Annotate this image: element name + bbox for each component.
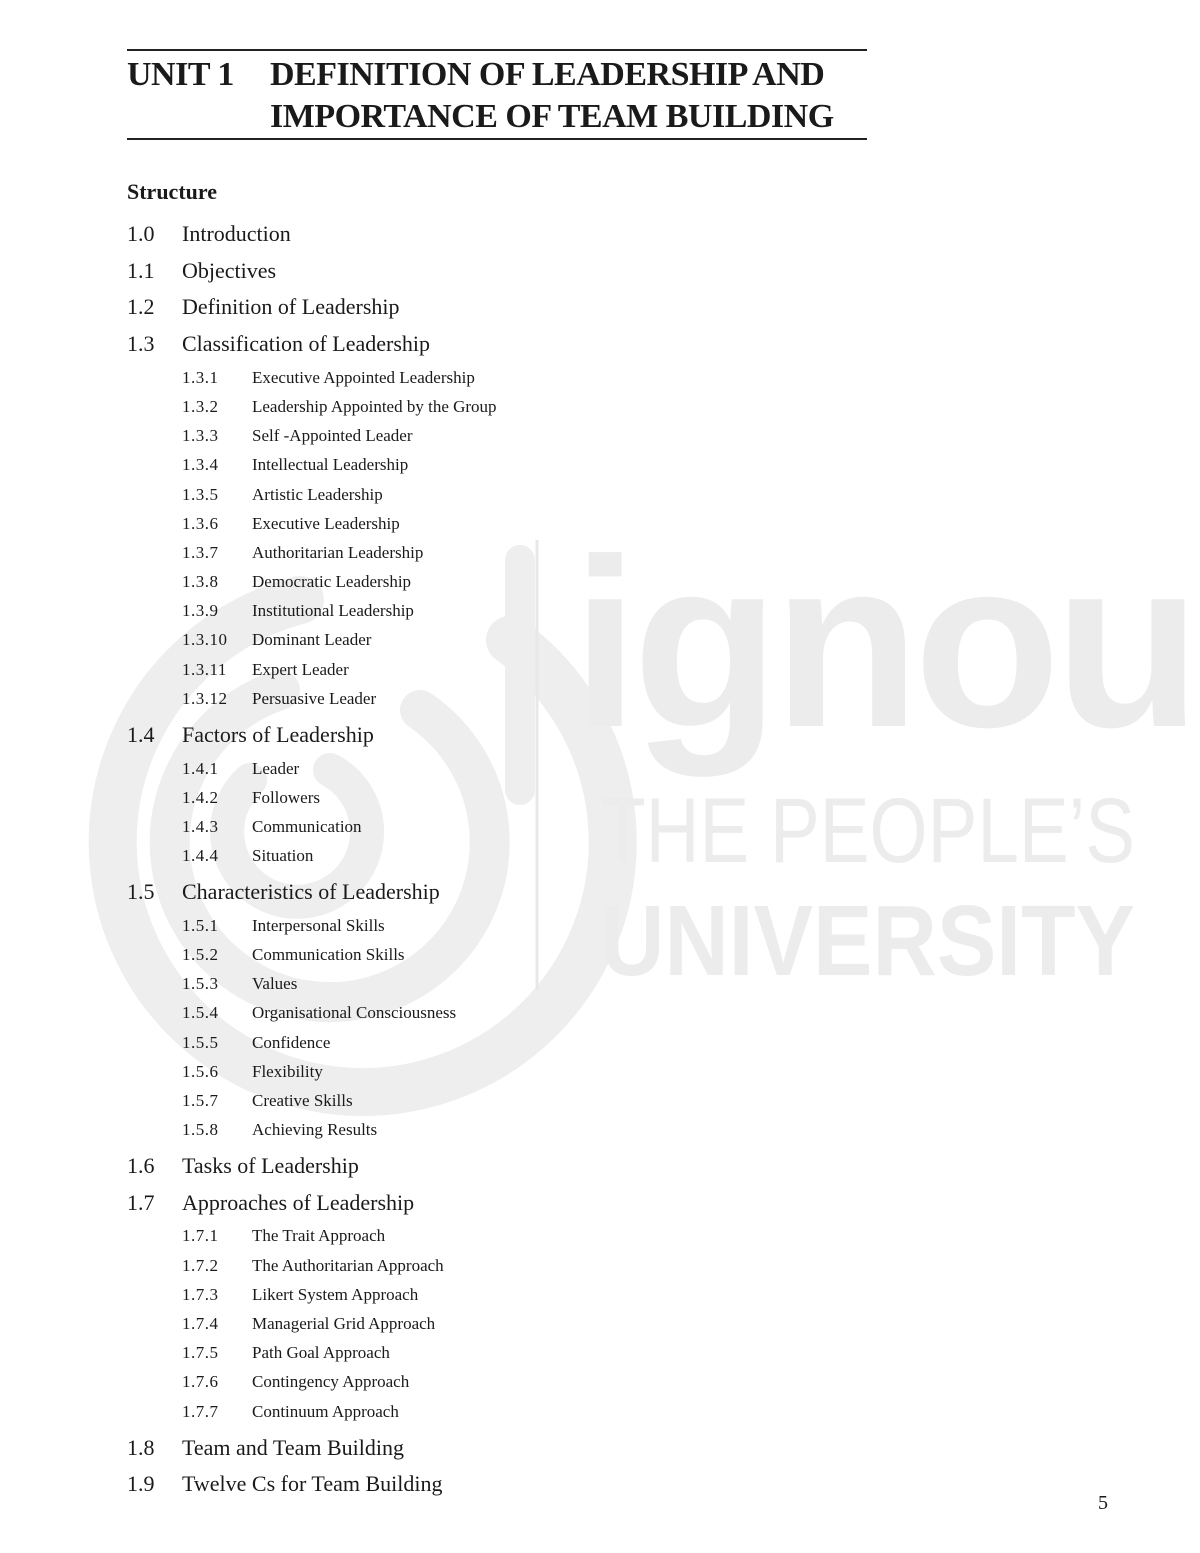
toc-subsection-number: 1.7.2 <box>182 1255 219 1275</box>
toc-subsection-number: 1.7.7 <box>182 1401 219 1421</box>
toc-subsection-number: 1.5.2 <box>182 944 219 964</box>
toc-section <box>127 1189 927 1226</box>
toc-subsection-title: Situation <box>252 846 314 866</box>
structure-heading: Structure <box>127 179 218 204</box>
toc-section-number: 1.0 <box>127 221 155 246</box>
toc-subsection-number: 1.3.12 <box>182 688 228 708</box>
toc-section-title: Twelve Cs for Team Building <box>182 1471 443 1497</box>
toc-subsection-title: Executive Appointed Leadership <box>252 367 475 387</box>
toc-section <box>127 293 927 330</box>
toc-subsection-number: 1.4.4 <box>182 846 219 866</box>
toc-subsection-title: Institutional Leadership <box>252 601 414 621</box>
toc-subsection <box>127 367 927 396</box>
toc-subsection <box>127 659 927 688</box>
toc-subsection-number: 1.5.6 <box>182 1061 219 1081</box>
toc-subsection <box>127 915 927 944</box>
watermark-line1: THE PEOPLE’S <box>600 780 1135 882</box>
toc-subsection-number: 1.3.9 <box>182 601 219 621</box>
toc-section-number: 1.5 <box>127 879 155 905</box>
toc-subsection <box>127 1313 927 1342</box>
toc-section-title: Objectives <box>182 257 277 283</box>
toc-subsection-number: 1.3.10 <box>182 630 228 650</box>
toc-subsection-number: 1.3.11 <box>182 659 227 679</box>
toc-subsection <box>127 1401 927 1434</box>
toc-subsection-number: 1.3.2 <box>182 396 219 416</box>
toc-subsection-title: Executive Leadership <box>252 513 400 533</box>
toc-subsection-title: Intellectual Leadership <box>252 455 409 475</box>
toc-subsection <box>127 425 927 454</box>
toc-subsection <box>127 1255 927 1284</box>
toc-subsection-title: Continuum Approach <box>252 1401 399 1421</box>
toc-subsection <box>127 1032 927 1061</box>
toc-subsection <box>127 454 927 483</box>
toc-subsection <box>127 513 927 542</box>
toc-subsection-title: Creative Skills <box>252 1090 353 1110</box>
toc-subsection-number: 1.3.1 <box>182 367 219 387</box>
toc-subsection-number: 1.5.7 <box>182 1090 219 1110</box>
toc-subsection-number: 1.7.5 <box>182 1343 219 1363</box>
toc-subsection-title: Persuasive Leader <box>252 688 377 708</box>
toc-subsection-title: Contingency Approach <box>252 1372 410 1392</box>
toc-section <box>127 1434 927 1471</box>
table-of-contents <box>127 220 927 1507</box>
toc-subsection <box>127 600 927 629</box>
toc-subsection-number: 1.4.3 <box>182 816 219 836</box>
toc-subsection-title: The Authoritarian Approach <box>252 1255 444 1275</box>
toc-subsection <box>127 845 927 878</box>
toc-section <box>127 878 927 915</box>
toc-subsection-number: 1.5.8 <box>182 1120 219 1140</box>
toc-subsection <box>127 1284 927 1313</box>
toc-subsection-title: Self -Appointed Leader <box>252 426 413 446</box>
toc-subsection-title: Communication Skills <box>252 944 405 964</box>
toc-subsection-title: Flexibility <box>252 1061 323 1081</box>
toc-subsection-title: Leader <box>252 758 300 778</box>
toc-subsection-number: 1.3.3 <box>182 426 219 446</box>
watermark-line2: UNIVERSITY <box>600 885 1135 997</box>
toc-subsection-title: Democratic Leadership <box>252 572 412 592</box>
unit-title-line1: DEFINITION OF LEADERSHIP AND <box>270 56 825 93</box>
toc-subsection <box>127 758 927 787</box>
toc-subsection-number: 1.7.1 <box>182 1226 219 1246</box>
toc-section-number: 1.1 <box>127 257 155 283</box>
title-top-rule <box>127 49 867 51</box>
unit-label: UNIT 1 <box>127 56 234 93</box>
toc-subsection-number: 1.5.4 <box>182 1003 219 1023</box>
toc-section-number: 1.9 <box>127 1471 155 1497</box>
toc-subsection-title: Achieving Results <box>252 1120 378 1140</box>
toc-subsection-number: 1.7.6 <box>182 1372 219 1392</box>
toc-subsection-title: Authoritarian Leadership <box>252 542 424 562</box>
toc-subsection-title: Values <box>252 974 298 994</box>
toc-subsection <box>127 1002 927 1031</box>
toc-subsection <box>127 787 927 816</box>
toc-subsection-number: 1.7.4 <box>182 1314 219 1333</box>
toc-subsection <box>127 571 927 600</box>
toc-subsection-title: Communication <box>252 816 362 836</box>
toc-subsection <box>127 1061 927 1090</box>
toc-subsection-number: 1.7.3 <box>182 1284 219 1304</box>
toc-section-number: 1.3 <box>127 331 155 357</box>
toc-subsection-number: 1.4.2 <box>182 787 219 807</box>
toc-section-number: 1.4 <box>127 721 155 747</box>
toc-subsection-number: 1.3.6 <box>182 513 219 533</box>
toc-section-title: Tasks of Leadership <box>182 1153 359 1179</box>
toc-subsection-title: Interpersonal Skills <box>252 915 385 935</box>
toc-subsection-title: Path Goal Approach <box>252 1343 390 1363</box>
toc-section-title: Approaches of Leadership <box>182 1189 415 1215</box>
toc-subsection <box>127 973 927 1002</box>
toc-subsection-title: Likert System Approach <box>252 1284 419 1304</box>
toc-subsection-title: Leadership Appointed by the Group <box>252 396 497 416</box>
toc-subsection-title: Artistic Leadership <box>252 484 383 504</box>
toc-subsection-number: 1.4.1 <box>182 758 219 778</box>
toc-subsection-number: 1.3.8 <box>182 572 219 592</box>
toc-section <box>127 257 927 294</box>
toc-subsection <box>127 542 927 571</box>
toc-section <box>127 721 927 758</box>
toc-subsection <box>127 629 927 658</box>
toc-section <box>127 220 927 257</box>
toc-section <box>127 1152 927 1189</box>
toc-subsection <box>127 1371 927 1400</box>
toc-section-title: Factors of Leadership <box>182 721 374 747</box>
toc-subsection-title: Managerial Grid Approach <box>252 1314 436 1333</box>
toc-subsection <box>127 484 927 513</box>
toc-subsection-number: 1.5.5 <box>182 1032 219 1052</box>
toc-subsection <box>127 944 927 973</box>
toc-section-number: 1.7 <box>127 1189 155 1215</box>
toc-section-title: Characteristics of Leadership <box>182 879 440 905</box>
toc-subsection-title: Expert Leader <box>252 659 349 679</box>
toc-subsection-number: 1.3.7 <box>182 542 219 562</box>
toc-section <box>127 1470 927 1507</box>
watermark-brand: ignou <box>572 509 1196 777</box>
toc-section-number: 1.2 <box>127 294 155 320</box>
toc-subsection <box>127 688 927 721</box>
toc-subsection <box>127 816 927 845</box>
toc-section-title: Team and Team Building <box>182 1434 404 1460</box>
toc-subsection <box>127 1225 927 1254</box>
toc-section-number: 1.8 <box>127 1434 155 1460</box>
unit-title <box>270 54 870 138</box>
toc-subsection-number: 1.3.5 <box>182 484 219 504</box>
toc-subsection-title: Dominant Leader <box>252 630 372 650</box>
toc-subsection <box>127 1090 927 1119</box>
toc-subsection-title: Organisational Consciousness <box>252 1003 457 1023</box>
toc-subsection-title: Confidence <box>252 1032 331 1052</box>
toc-subsection-title: Followers <box>252 787 320 807</box>
toc-subsection <box>127 1342 927 1371</box>
toc-subsection-number: 1.3.4 <box>182 455 219 475</box>
toc-section <box>127 330 927 367</box>
toc-subsection-title: The Trait Approach <box>252 1226 386 1246</box>
unit-title-line2: IMPORTANCE OF TEAM BUILDING <box>270 98 834 135</box>
page-number: 5 <box>1098 1492 1108 1514</box>
toc-subsection-number: 1.5.1 <box>182 915 219 935</box>
title-bottom-rule <box>127 138 867 140</box>
toc-subsection <box>127 1119 927 1152</box>
toc-subsection <box>127 396 927 425</box>
toc-section-number: 1.6 <box>127 1153 155 1179</box>
toc-section-title: Introduction <box>182 221 291 246</box>
toc-subsection-number: 1.5.3 <box>182 974 219 994</box>
toc-section-title: Definition of Leadership <box>182 294 400 320</box>
toc-section-title: Classification of Leadership <box>182 331 431 357</box>
